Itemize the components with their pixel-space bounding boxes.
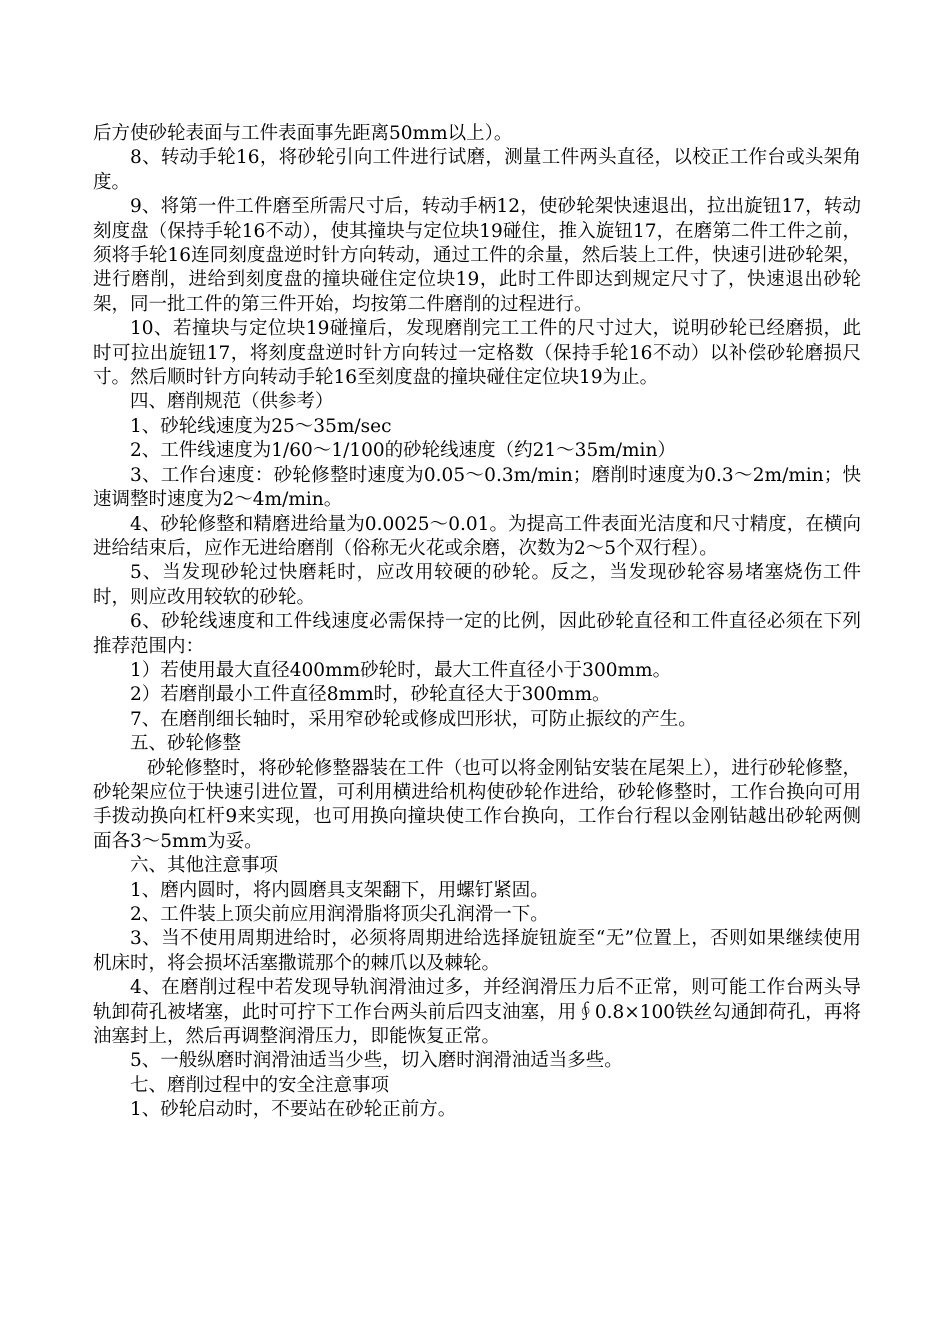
paragraph-step-9: 9、将第一件工件磨至所需尺寸后，转动手柄12，使砂轮架快速退出，拉出旋钮17，转动刻度盘（保持手轮16不动），使其撞块与定位块19碰住，推入旋钮17，在磨第二件工件之前，须将手轮16连同刻度盘逆时针方向转动，通过工件的余量，然后装上工件，快速引进砂轮架，进行磨削，进给到刻度盘的撞块碰住定位块19，此时工件即达到规定尺寸了，快速退出砂轮架，同一批工件的第三件开始，均按第二件磨削的过程进行。 [93,196,862,315]
spec-item-5: 5、当发现砂轮过快磨耗时，应改用较硬的砂轮。反之，当发现砂轮容易堵塞烧伤工件时，则应改用较软的砂轮。 [93,562,861,608]
note-item-1: 1、磨内圆时，将内圆磨具支架翻下，用螺钉紧固。 [130,879,549,901]
spec-subitem-2: 2）若磨削最小工件直径8mm时，砂轮直径大于300mm。 [130,684,611,706]
paragraph-step-10: 10、若撞块与定位块19碰撞后，发现磨削完工工件的尺寸过大，说明砂轮已经磨损，此时可拉出旋钮17，将刻度盘逆时针方向转过一定格数（保持手轮16不动）以补偿砂轮磨损尺寸。然后顺时针方向转动手轮16至刻度盘的撞块碰住定位块19为止。 [93,318,861,389]
spec-item-6: 6、砂轮线速度和工件线速度必需保持一定的比例，因此砂轮直径和工件直径必须在下列推荐范围内： [93,611,861,657]
spec-item-7: 7、在磨削细长轴时，采用窄砂轮或修成凹形状，可防止振纹的产生。 [130,708,697,730]
spec-subitem-1: 1）若使用最大直径400mm砂轮时，最大工件直径小于300mm。 [130,659,672,681]
section-heading-grinding-spec: 四、磨削规范（供参考） [130,391,334,413]
note-item-4: 4、在磨削过程中若发现导轨润滑油过多，并经润滑压力后不正常，则可能工作台两头导轨卸荷孔被堵塞，此时可拧下工作台两头前后四支油塞，用∮0.8×100铁丝勾通卸荷孔，再将油塞封上，然后再调整润滑压力，即能恢复正常。 [93,977,861,1048]
section-heading-safety: 七、磨削过程中的安全注意事项 [130,1074,390,1096]
section-heading-wheel-dressing: 五、砂轮修整 [130,733,242,755]
note-item-2: 2、工件装上顶尖前应用润滑脂将顶尖孔润滑一下。 [130,904,549,925]
spec-item-3: 3、工作台速度：砂轮修整时速度为0.05～0.3m/min；磨削时速度为0.3～2m/min；快速调整时速度为2～4m/min。 [93,464,861,511]
spec-item-2: 2、工件线速度为1/60～1/100的砂轮线速度（约21～35m/min） [130,440,676,462]
spec-item-1: 1、砂轮线速度为25～35m/sec [130,415,392,437]
note-item-3: 3、当不使用周期进给时，必须将周期进给选择旋钮旋至“无”位置上，否则如果继续使用机床时，将会损坏活塞撒谎那个的棘爪以及棘轮。 [93,928,861,974]
safety-item-1: 1、砂轮启动时，不要站在砂轮正前方。 [130,1099,457,1121]
paragraph-step-8: 8、转动手轮16，将砂轮引向工件进行试磨，测量工件两头直径，以校正工作台或头架角度。 [93,147,861,193]
document-page [93,122,861,1123]
section-heading-other-notes: 六、其他注意事项 [130,855,279,877]
spec-item-4: 4、砂轮修整和精磨进给量为0.0025～0.01。为提高工件表面光洁度和尺寸精度，在横向进给结束后，应作无进给磨削（俗称无火花或余磨，次数为2～5个双行程）。 [93,513,861,559]
paragraph-continuation: 后方使砂轮表面与工件表面事先距离50mm以上）。 [93,123,513,144]
paragraph-wheel-dressing: 砂轮修整时，将砂轮修整器装在工件（也可以将金刚钻安装在尾架上），进行砂轮修整，砂轮架应位于快速引进位置，可利用横进给机构使砂轮作进给，砂轮修整时，工作台换向可用手拨动换向杠杆9来实现，也可用换向撞块使工作台换向，工作台行程以金刚钻越出砂轮两侧面各3～5mm为妥。 [93,757,861,852]
note-item-5: 5、一般纵磨时润滑油适当少些，切入磨时润滑油适当多些。 [130,1050,623,1072]
